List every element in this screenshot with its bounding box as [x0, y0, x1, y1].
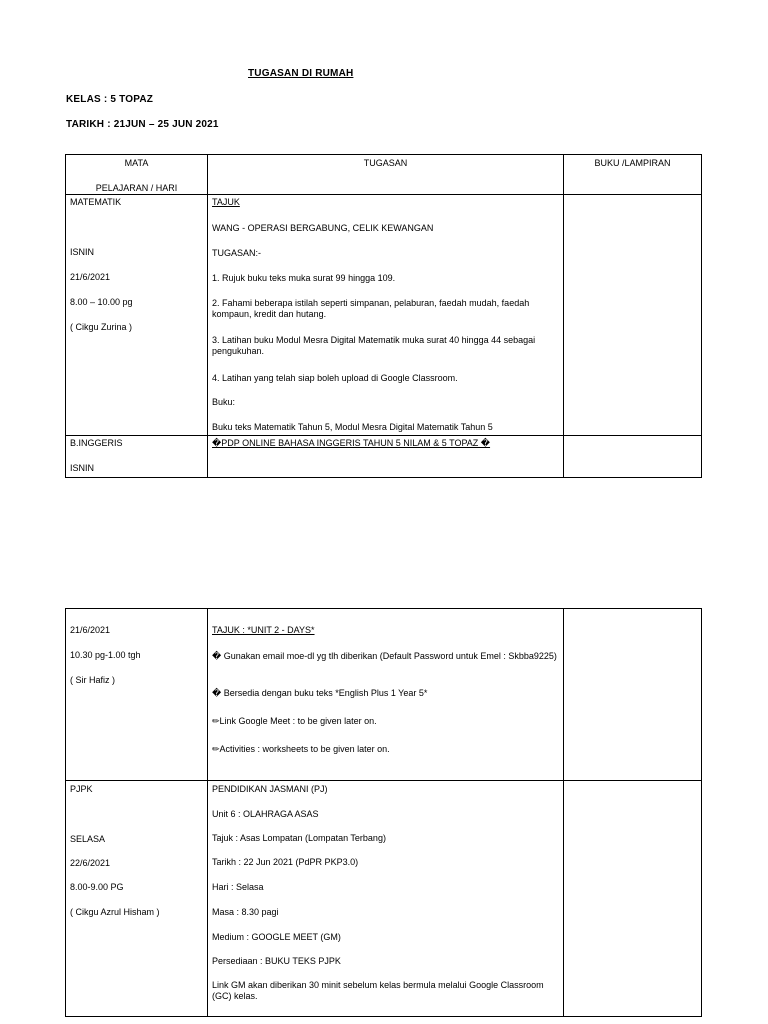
pjpk-info-cell	[66, 781, 208, 1017]
time-value: 8.00-9.00 PG	[70, 882, 124, 892]
binggeris-buku-cell	[564, 436, 702, 478]
assignment-table	[65, 154, 702, 478]
date-value: 21/6/2021	[70, 625, 111, 635]
task-line: PENDIDIKAN JASMANI (PJ)	[212, 784, 328, 794]
table-row	[66, 436, 702, 478]
table-header-row	[66, 155, 702, 195]
binggeris-buku-cell-continued	[564, 609, 702, 781]
task-line: Tajuk : Asas Lompatan (Lompatan Terbang)	[212, 833, 386, 843]
task-item: ✏Activities : worksheets to be given later on.	[212, 744, 390, 754]
tajuk-label: TAJUK : *UNIT 2 - DAYS*	[212, 625, 315, 635]
teacher-name: ( Cikgu Zurina )	[70, 322, 133, 332]
topic-text: WANG - OPERASI BERGABUNG, CELIK KEWANGAN	[212, 223, 434, 233]
date-range-label: TARIKH : 21JUN – 25 JUN 2021	[66, 119, 219, 130]
task-line: Hari : Selasa	[212, 882, 264, 892]
header-tugasan-label: TUGASAN	[363, 158, 408, 168]
task-item: 2. Fahami beberapa istilah seperti simpanan, pelaburan, faedah mudah, faedah kompaun, kredit dan hutang.	[212, 298, 530, 319]
matematik-buku-cell	[564, 195, 702, 436]
day-name: SELASA	[70, 834, 106, 844]
task-item: � Bersedia dengan buku teks *English Plus 1 Year 5*	[212, 688, 428, 698]
subject-name: MATEMATIK	[70, 197, 122, 207]
header-pelajaran-hari: PELAJARAN / HARI	[95, 183, 178, 193]
header-subject-day	[66, 155, 208, 195]
day-name: ISNIN	[70, 463, 95, 473]
binggeris-task-cell-continued	[208, 609, 564, 781]
class-label: KELAS : 5 TOPAZ	[66, 94, 154, 105]
pjpk-buku-cell	[564, 781, 702, 1017]
table-row	[66, 195, 702, 436]
task-item: 1. Rujuk buku teks muka surat 99 hingga 109.	[212, 273, 396, 283]
task-line: Unit 6 : OLAHRAGA ASAS	[212, 809, 319, 819]
matematik-info-cell	[66, 195, 208, 436]
matematik-task-cell	[208, 195, 564, 436]
time-value: 10.30 pg-1.00 tgh	[70, 650, 141, 660]
table-row	[66, 609, 702, 781]
header-buku-label: BUKU /LAMPIRAN	[594, 158, 671, 168]
date-value: 22/6/2021	[70, 858, 111, 868]
table-row	[66, 781, 702, 1017]
task-item: 3. Latihan buku Modul Mesra Digital Matematik muka surat 40 hingga 44 sebagai pengukuhan.	[212, 335, 536, 356]
header-mata: MATA	[124, 158, 149, 168]
assignment-table-continued	[65, 608, 702, 1017]
header-tugasan	[208, 155, 564, 195]
task-item: ✏Link Google Meet : to be given later on.	[212, 716, 377, 726]
pjpk-task-cell	[208, 781, 564, 1017]
task-line: Tarikh : 22 Jun 2021 (PdPR PKP3.0)	[212, 857, 359, 867]
teacher-name: ( Sir Hafiz )	[70, 675, 115, 685]
buku-label: Buku:	[212, 397, 236, 407]
task-item: 4. Latihan yang telah siap boleh upload di Google Classroom.	[212, 373, 458, 383]
task-line: Masa : 8.30 pagi	[212, 907, 279, 917]
binggeris-info-cell-continued	[66, 609, 208, 781]
document-title: TUGASAN DI RUMAH	[248, 68, 354, 79]
subject-name: B.INGGERIS	[70, 438, 123, 448]
date-value: 21/6/2021	[70, 272, 111, 282]
binggeris-info-cell	[66, 436, 208, 478]
binggeris-task-cell	[208, 436, 564, 478]
task-line: Link GM akan diberikan 30 minit sebelum kelas bermula melalui Google Classroom (GC) kelas.	[212, 980, 544, 1001]
online-class-title: �PDP ONLINE BAHASA INGGERIS TAHUN 5 NILAM & 5 TOPAZ �	[212, 438, 491, 448]
teacher-name: ( Cikgu Azrul Hisham )	[70, 907, 160, 917]
tugasan-label: TUGASAN:-	[212, 248, 262, 258]
day-name: ISNIN	[70, 247, 95, 257]
task-line: Medium : GOOGLE MEET (GM)	[212, 932, 341, 942]
tajuk-label: TAJUK	[212, 197, 240, 207]
task-line: Persediaan : BUKU TEKS PJPK	[212, 956, 341, 966]
header-buku-lampiran	[564, 155, 702, 195]
subject-name: PJPK	[70, 784, 93, 794]
buku-text: Buku teks Matematik Tahun 5, Modul Mesra Digital Matematik Tahun 5	[212, 422, 493, 432]
time-value: 8.00 – 10.00 pg	[70, 297, 133, 307]
task-item: � Gunakan email moe-dl yg tlh diberikan (Default Password untuk Emel : Skbba9225)	[212, 651, 557, 661]
